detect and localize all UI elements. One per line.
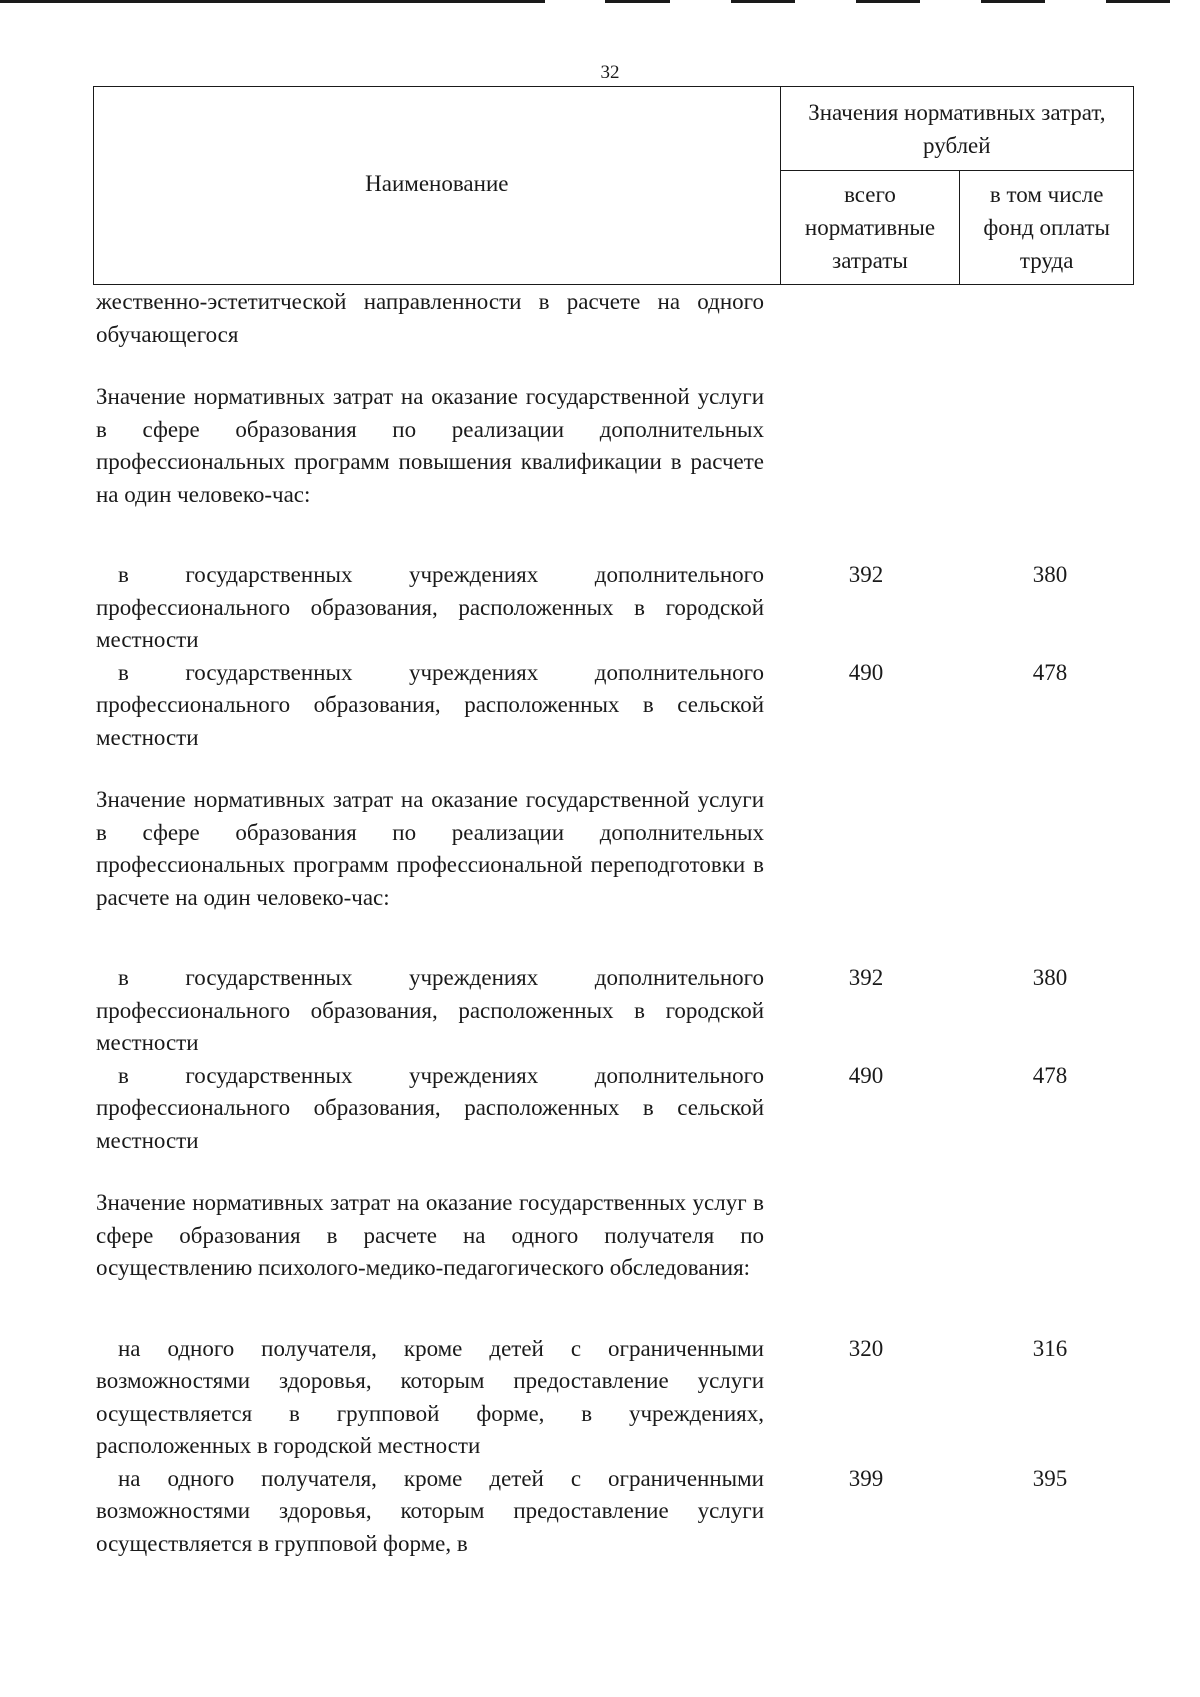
header-fund: в том числе фонд оплаты труда [960, 171, 1134, 285]
page-number: 32 [600, 62, 620, 83]
row-fund: 395 [1032, 1465, 1068, 1491]
row-total [764, 286, 964, 351]
top-rule-6 [1106, 0, 1170, 3]
table-row [96, 1060, 1136, 1158]
top-rule-2 [605, 0, 670, 3]
row-name: в государственных учреждениях дополнительного профессионального образования, расположенных в сельской местности [96, 659, 764, 750]
row-total: 320 [848, 1335, 884, 1361]
row-fund [964, 784, 1136, 914]
row-total [764, 784, 964, 914]
row-name: жественно-эстетитческой направленности в расчете на одного обучающегося [96, 289, 764, 347]
row-name: в государственных учреждениях дополнительного профессионального образования, расположенных в городской местности [96, 562, 764, 652]
header-total: всего нормативные затраты [780, 171, 960, 285]
row-name: Значение нормативных затрат на оказание государственных услуг в сфере образования в расчете на одного получателя по осуществлению психолого-медико-педагогического обследования: [96, 1190, 764, 1280]
row-total: 490 [848, 1062, 884, 1088]
row-total [764, 381, 964, 511]
table-row [96, 1463, 1136, 1561]
row-fund: 380 [1032, 562, 1068, 587]
table-row [96, 1187, 1136, 1285]
row-name: в государственных учреждениях дополнительного профессионального образования, расположенных в сельской местности [96, 1062, 764, 1153]
row-name: Значение нормативных затрат на оказание государственной услуги в сфере образования по реализации дополнительных профессиональных программ профессиональной переподготовки в расчете на один человеко-час: [96, 787, 764, 910]
top-rule-5 [981, 0, 1045, 3]
row-fund [964, 381, 1136, 511]
table-body [96, 286, 1136, 1560]
row-fund: 316 [1032, 1335, 1068, 1361]
top-rule-3 [731, 0, 795, 3]
row-fund [964, 1187, 1136, 1285]
row-name: Значение нормативных затрат на оказание государственной услуги в сфере образования по реализации дополнительных профессиональных программ повышения квалификации в расчете на один человеко-час: [96, 384, 764, 507]
row-total: 399 [848, 1465, 884, 1491]
row-total: 490 [848, 659, 884, 685]
table-row [96, 381, 1136, 511]
table-header [93, 86, 1134, 285]
row-name: на одного получателя, кроме детей с ограниченными возможностями здоровья, которым предоставление услуги осуществляется в групповой форме, в учреждениях, расположенных в городской местности [96, 1335, 764, 1458]
header-values-group: Значения нормативных затрат, рублей [780, 87, 1133, 171]
row-total: 392 [848, 965, 884, 990]
row-total [764, 1187, 964, 1285]
top-rule-4 [856, 0, 920, 3]
table-row [96, 1333, 1136, 1463]
table-row [96, 657, 1136, 755]
row-fund: 380 [1032, 965, 1068, 990]
row-fund: 478 [1032, 1062, 1068, 1088]
row-fund [964, 286, 1136, 351]
top-rule-1 [0, 0, 545, 3]
table-row [96, 286, 1136, 351]
table-row [96, 559, 1136, 657]
row-name: в государственных учреждениях дополнительного профессионального образования, расположенных в городской местности [96, 965, 764, 1055]
row-fund: 478 [1032, 659, 1068, 685]
header-name: Наименование [94, 87, 781, 285]
table-row [96, 784, 1136, 914]
table-row [96, 962, 1136, 1060]
row-total: 392 [848, 562, 884, 587]
row-name: на одного получателя, кроме детей с ограниченными возможностями здоровья, которым предоставление услуги осуществляется в групповой форме, в [96, 1465, 764, 1556]
